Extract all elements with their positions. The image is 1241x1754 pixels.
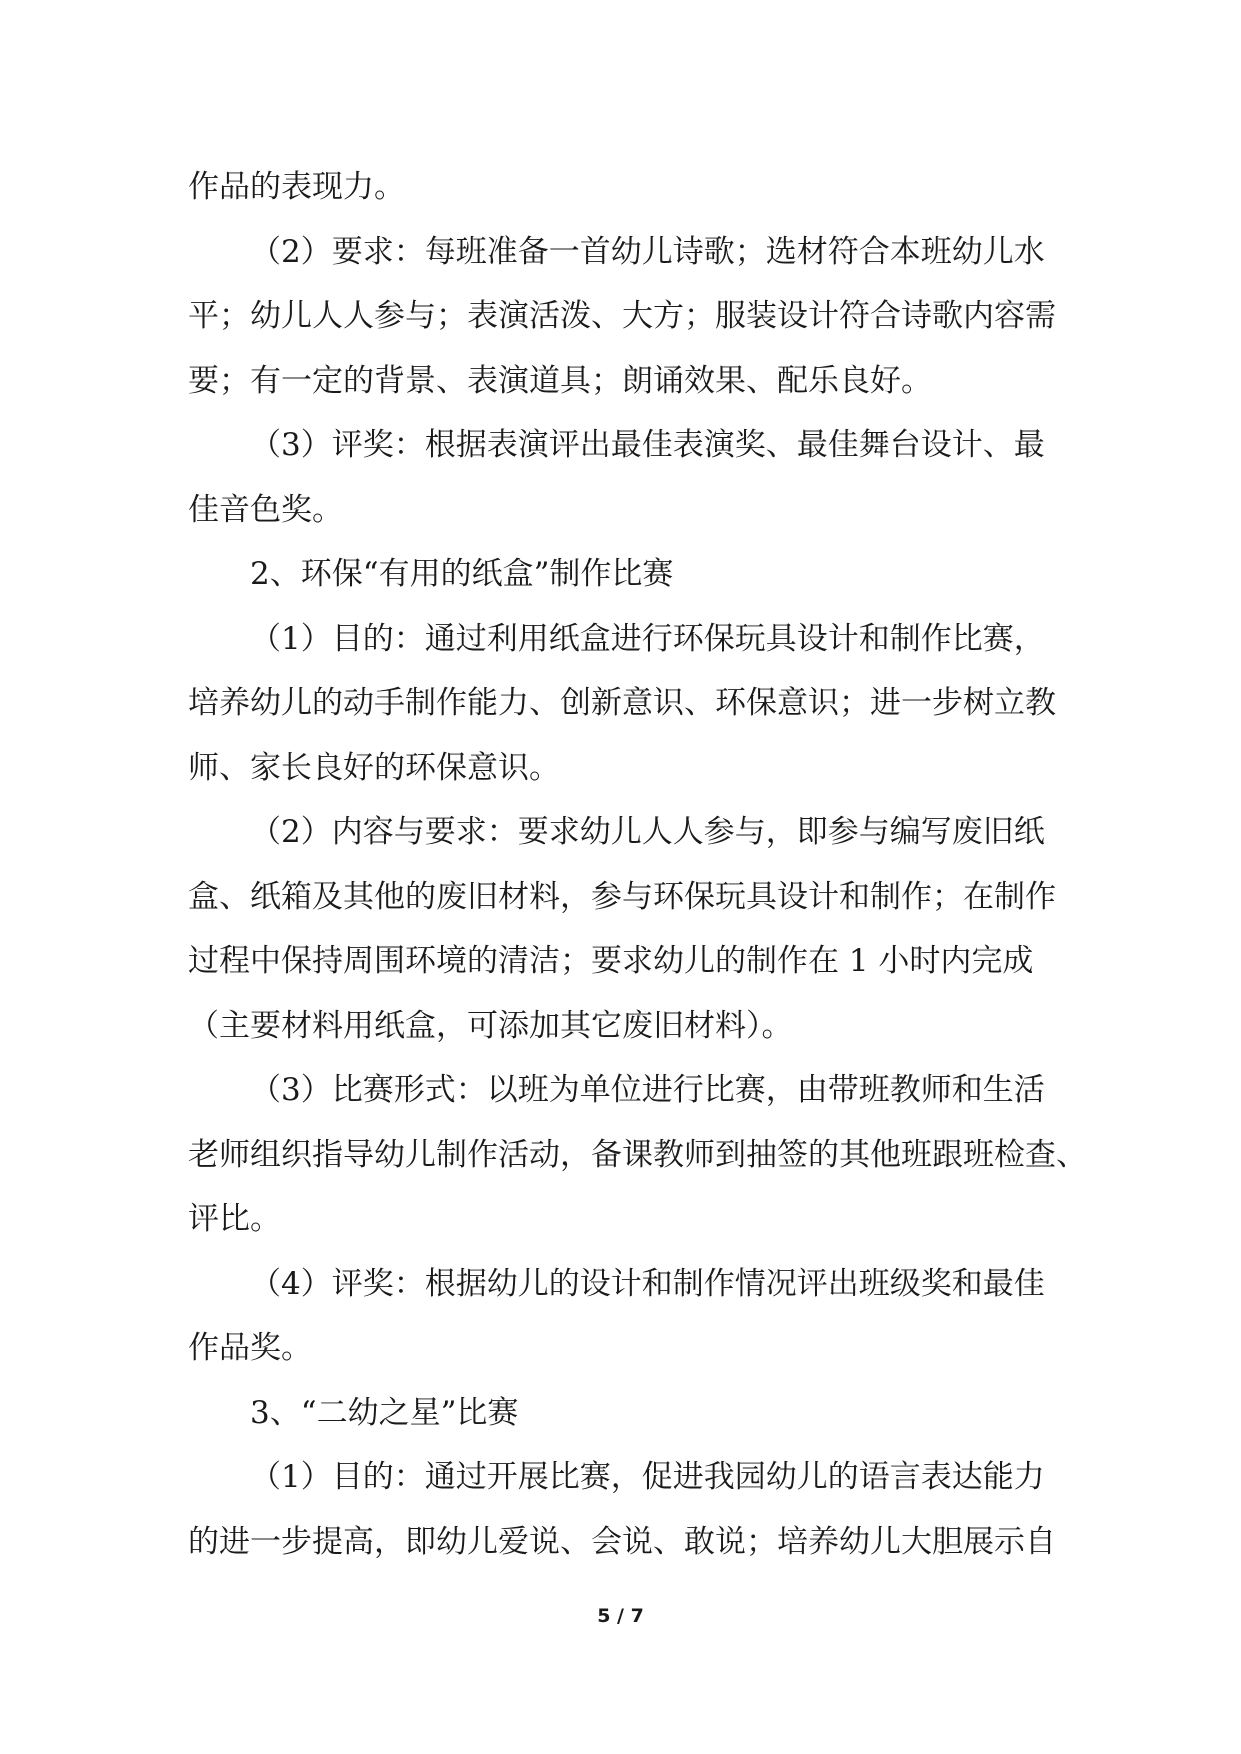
paragraph-line: 老师组织指导幼儿制作活动，备课教师到抽签的其他班跟班检查、 [188,1136,1087,1173]
paragraph-line: 师、家长良好的环保意识。 [188,749,560,786]
paragraph-line: （2）要求：每班准备一首幼儿诗歌；选材符合本班幼儿水 [250,233,1045,270]
document-body [188,155,1087,1574]
paragraph-line: 要；有一定的背景、表演道具；朗诵效果、配乐良好。 [188,362,932,399]
section-heading: 3、“二幼之星”比赛 [250,1394,519,1431]
paragraph-line: （3）比赛形式：以班为单位进行比赛，由带班教师和生活 [250,1072,1045,1108]
paragraph-line: 培养幼儿的动手制作能力、创新意识、环保意识；进一步树立教 [188,685,1056,721]
section-heading: 2、环保“有用的纸盒”制作比赛 [250,556,674,592]
paragraph-line: （1）目的：通过利用纸盒进行环保玩具设计和制作比赛， [250,620,1045,657]
paragraph-line: （2）内容与要求：要求幼儿人人参与，即参与编写废旧纸 [250,814,1045,850]
paragraph-line: 盒、纸箱及其他的废旧材料，参与环保玩具设计和制作；在制作 [188,878,1056,915]
paragraph-line: （4）评奖：根据幼儿的设计和制作情况评出班级奖和最佳 [250,1265,1045,1302]
paragraph-line: 过程中保持周围环境的清洁；要求幼儿的制作在 1 小时内完成 [188,943,1034,979]
paragraph-line: 的进一步提高，即幼儿爱说、会说、敢说；培养幼儿大胆展示自 [188,1523,1056,1560]
paragraph-line: 平；幼儿人人参与；表演活泼、大方；服装设计符合诗歌内容需 [188,298,1056,334]
paragraph-line: （3）评奖：根据表演评出最佳表演奖、最佳舞台设计、最 [250,427,1045,463]
paragraph-line: 作品奖。 [188,1330,312,1366]
paragraph-line: （主要材料用纸盒，可添加其它废旧材料）。 [188,1007,793,1044]
paragraph-line: 佳音色奖。 [188,491,343,528]
paragraph-line: 作品的表现力。 [188,169,405,205]
paragraph-line: （1）目的：通过开展比赛，促进我园幼儿的语言表达能力 [250,1459,1045,1495]
page-number: 5 / 7 [597,1605,644,1627]
paragraph-line: 评比。 [188,1201,281,1237]
